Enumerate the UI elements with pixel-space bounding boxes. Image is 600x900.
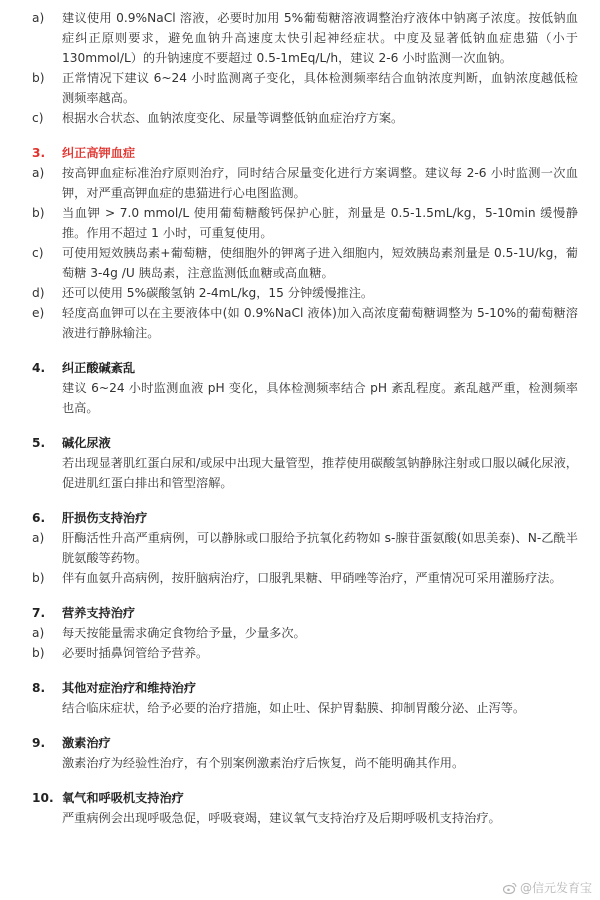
section-number: 9. xyxy=(32,736,46,750)
list-item-text: 建议使用 0.9%NaCl 溶液，必要时加用 5%葡萄糖溶液调整治疗液体中钠离子浓度。按低钠血症纠正原则要求，避免血钠升高速度太快引起神经症状。中度及显著低钠血症患猫（小于 130mmol/L）的升钠速度不要超过 0.5-1mEq/L/h，建议 2-6 小时监测一次血钠。 xyxy=(62,11,578,65)
section xyxy=(32,8,578,128)
section-title: 激素治疗 xyxy=(62,736,111,750)
list-marker: c) xyxy=(32,111,44,125)
section xyxy=(32,788,578,828)
section-heading xyxy=(32,508,578,528)
section-heading xyxy=(32,433,578,453)
list-item xyxy=(32,283,578,303)
section-title: 纠正高钾血症 xyxy=(62,146,136,160)
section-heading xyxy=(32,678,578,698)
list-marker: b) xyxy=(32,206,45,220)
list-item-text: 还可以使用 5%碳酸氢钠 2-4mL/kg，15 分钟缓慢推注。 xyxy=(62,286,374,300)
section-paragraph: 若出现显著肌红蛋白尿和/或尿中出现大量管型，推荐使用碳酸氢钠静脉注射或口服以碱化尿液，促进肌红蛋白排出和管型溶解。 xyxy=(62,456,578,490)
weibo-icon xyxy=(503,882,517,894)
list-item xyxy=(32,8,578,68)
list-marker: a) xyxy=(32,626,45,640)
list-marker: b) xyxy=(32,71,45,85)
list-item-text: 根据水合状态、血钠浓度变化、尿量等调整低钠血症治疗方案。 xyxy=(62,111,404,125)
list-marker: c) xyxy=(32,246,44,260)
section xyxy=(32,358,578,418)
section-title: 碱化尿液 xyxy=(62,436,111,450)
list-item xyxy=(32,303,578,343)
list-marker: b) xyxy=(32,646,45,660)
list-item xyxy=(32,528,578,568)
section xyxy=(32,603,578,663)
section-paragraph: 严重病例会出现呼吸急促，呼吸衰竭，建议氧气支持治疗及后期呼吸机支持治疗。 xyxy=(62,811,501,825)
section-title: 纠正酸碱紊乱 xyxy=(62,361,136,375)
list-marker: a) xyxy=(32,166,45,180)
list-marker: b) xyxy=(32,571,45,585)
section-title: 氧气和呼吸机支持治疗 xyxy=(62,791,184,805)
section-title: 其他对症治疗和维持治疗 xyxy=(62,681,197,695)
list-item-text: 伴有血氨升高病例，按肝脑病治疗，口服乳果糖、甲硝唑等治疗，严重情况可采用灌肠疗法。 xyxy=(62,571,562,585)
list-item xyxy=(32,108,578,128)
list-marker: d) xyxy=(32,286,45,300)
section-heading xyxy=(32,358,578,378)
section xyxy=(32,143,578,343)
section-paragraph: 建议 6~24 小时监测血液 pH 变化，具体检测频率结合 pH 紊乱程度。紊乱越严重，检测频率也高。 xyxy=(62,381,578,415)
list-marker: a) xyxy=(32,11,45,25)
list-item-text: 轻度高血钾可以在主要液体中(如 0.9%NaCl 液体)加入高浓度葡萄糖调整为 5-10%的葡萄糖溶液进行静脉输注。 xyxy=(62,306,578,340)
section xyxy=(32,678,578,718)
section-number: 4. xyxy=(32,361,46,375)
section-title: 肝损伤支持治疗 xyxy=(62,511,148,525)
list-item-text: 当血钾 > 7.0 mmol/L 使用葡萄糖酸钙保护心脏，剂量是 0.5-1.5mL/kg，5-10min 缓慢静推。作用不超过 1 小时，可重复使用。 xyxy=(62,206,578,240)
watermark-text: @信元发育宝 xyxy=(519,881,592,895)
list-item-text: 肝酶活性升高严重病例，可以静脉或口服给予抗氧化药物如 s-腺苷蛋氨酸(如思美泰)、N-乙酰半胱氨酸等药物。 xyxy=(62,531,578,565)
section xyxy=(32,508,578,588)
list-item xyxy=(32,203,578,243)
section-heading xyxy=(32,603,578,623)
list-marker: e) xyxy=(32,306,45,320)
list-marker: a) xyxy=(32,531,45,545)
list-item xyxy=(32,243,578,283)
list-item-text: 每天按能量需求确定食物给予量，少量多次。 xyxy=(62,626,306,640)
list-item-text: 可使用短效胰岛素+葡萄糖，使细胞外的钾离子进入细胞内，短效胰岛素剂量是 0.5-1U/kg，葡萄糖 3-4g /U 胰岛素，注意监测低血糖或高血糖。 xyxy=(62,246,578,280)
section-number: 8. xyxy=(32,681,46,695)
list-item xyxy=(32,623,578,643)
section-number: 7. xyxy=(32,606,46,620)
list-item-text: 按高钾血症标准治疗原则治疗，同时结合尿量变化进行方案调整。建议每 2-6 小时监测一次血钾，对严重高钾血症的患猫进行心电图监测。 xyxy=(62,166,578,200)
section-heading xyxy=(32,733,578,753)
section-number: 10. xyxy=(32,791,54,805)
list-item xyxy=(32,68,578,108)
list-item-text: 必要时插鼻饲管给予营养。 xyxy=(62,646,209,660)
list-item xyxy=(32,643,578,663)
section-heading xyxy=(32,143,578,163)
section-number: 6. xyxy=(32,511,46,525)
list-item xyxy=(32,163,578,203)
section-number: 3. xyxy=(32,146,46,160)
section-paragraph: 结合临床症状，给予必要的治疗措施，如止吐、保护胃黏膜、抑制胃酸分泌、止泻等。 xyxy=(62,701,526,715)
section-heading xyxy=(32,788,578,808)
section xyxy=(32,733,578,773)
list-item xyxy=(32,568,578,588)
section-number: 5. xyxy=(32,436,46,450)
list-item-text: 正常情况下建议 6~24 小时监测离子变化，具体检测频率结合血钠浓度判断，血钠浓度越低检测频率越高。 xyxy=(62,71,578,105)
section-title: 营养支持治疗 xyxy=(62,606,136,620)
section-paragraph: 激素治疗为经验性治疗，有个别案例激素治疗后恢复，尚不能明确其作用。 xyxy=(62,756,465,770)
watermark xyxy=(503,879,592,896)
section xyxy=(32,433,578,493)
